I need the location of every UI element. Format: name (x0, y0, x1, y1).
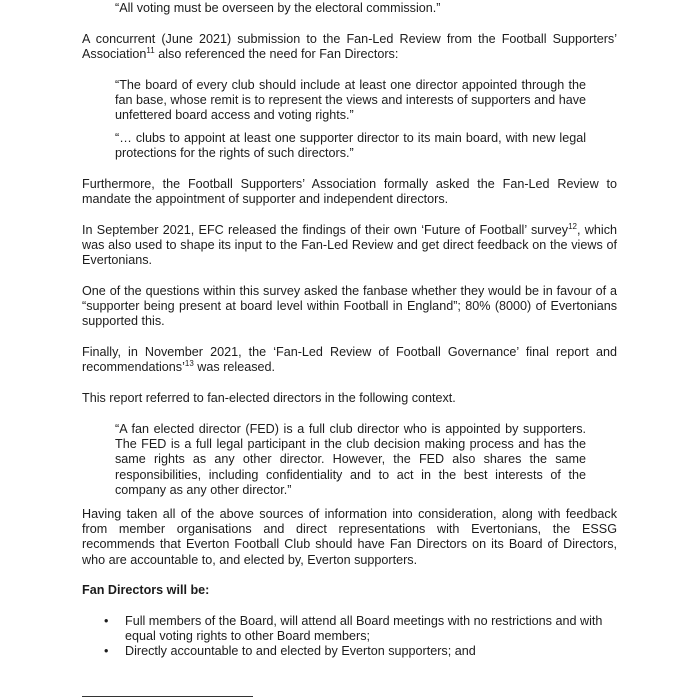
paragraph-text (82, 32, 617, 62)
fan-directors-list (82, 614, 617, 660)
text-span: Finally, in November 2021, the ‘Fan-Led Review of Football Governance’ final report and recommendations’ (82, 345, 617, 375)
footnote-ref-12[interactable]: 12 (568, 221, 577, 231)
quote-fsa-board (115, 78, 586, 124)
paragraph-text: Having taken all of the above sources of information into consideration, along with feedback from member organisations and direct representations with Evertonians, the ESSG recommends that Everton Football Club should have Fan Directors on its Board of Directors, who are accountable to, and elected by, Everton supporters. (82, 507, 617, 567)
quote-text: “A fan elected director (FED) is a full club director who is appointed by supporters. The FED is a full legal participant in the club decision making process and has the same rights as any other director. However, the FED also shares the same responsibilities, including confidentiality and to act in the best interests of the company as any other director.” (115, 422, 586, 497)
paragraph-survey (82, 223, 617, 269)
heading-text: Fan Directors will be: (82, 583, 210, 597)
footnote-separator (82, 696, 253, 697)
bullet-icon: • (104, 644, 109, 659)
paragraph-report-context (82, 391, 617, 406)
paragraph-text (82, 345, 617, 375)
footnote-ref-11[interactable]: 11 (146, 46, 155, 56)
quote-text: “… clubs to appoint at least one supporter director to its main board, with new legal protections for the rights of such directors.” (115, 131, 586, 161)
paragraph-text: One of the questions within this survey asked the fanbase whether they would be in favour of a “supporter being present at board level within Football in England”; 80% (8000) of Evertonians supported this. (82, 284, 617, 329)
text-span: was released. (193, 360, 276, 375)
text-span: In September 2021, EFC released the findings of their own ‘Future of Football’ survey (82, 223, 569, 237)
text-span: also referenced the need for Fan Directors: (154, 47, 399, 62)
list-item (82, 644, 617, 659)
paragraph-fsa-submission (82, 32, 617, 62)
paragraph-finally (82, 345, 617, 375)
quote-fed-definition (115, 422, 586, 498)
text-span: , which was also used to shape its input to the Fan-Led Review and get direct feedback on the views of Evertonians. (82, 223, 617, 268)
paragraph-recommendation (82, 507, 617, 568)
heading-fan-directors (82, 583, 617, 598)
quote-electoral-commission (115, 1, 586, 16)
footnote-ref-13[interactable]: 13 (184, 359, 194, 369)
quote-text: “All voting must be overseen by the electoral commission.” (115, 1, 441, 15)
bullet-list (82, 614, 617, 660)
list-item-text: Full members of the Board, will attend all Board meetings with no restrictions and with equal voting rights to other Board members; (125, 614, 603, 644)
list-item (82, 614, 617, 644)
paragraph-text (82, 223, 617, 269)
list-item-text: Directly accountable to and elected by Everton supporters; and (125, 644, 476, 659)
quote-text: “The board of every club should include at least one director appointed through the fan base, whose remit is to represent the views and interests of supporters and have unfettered board access and voting rights.” (115, 78, 586, 123)
quote-fsa-supporter-director (115, 131, 586, 161)
paragraph-text: Furthermore, the Football Supporters’ Association formally asked the Fan-Led Review to mandate the appointment of supporter and independent directors. (82, 177, 617, 207)
bullet-icon: • (104, 614, 109, 628)
text-span: A concurrent (June 2021) submission to the Fan-Led Review from the Football Supporters’ Association (82, 32, 617, 62)
paragraph-furthermore (82, 177, 617, 207)
paragraph-survey-question (82, 284, 617, 330)
paragraph-text: This report referred to fan-elected directors in the following context. (82, 391, 456, 405)
